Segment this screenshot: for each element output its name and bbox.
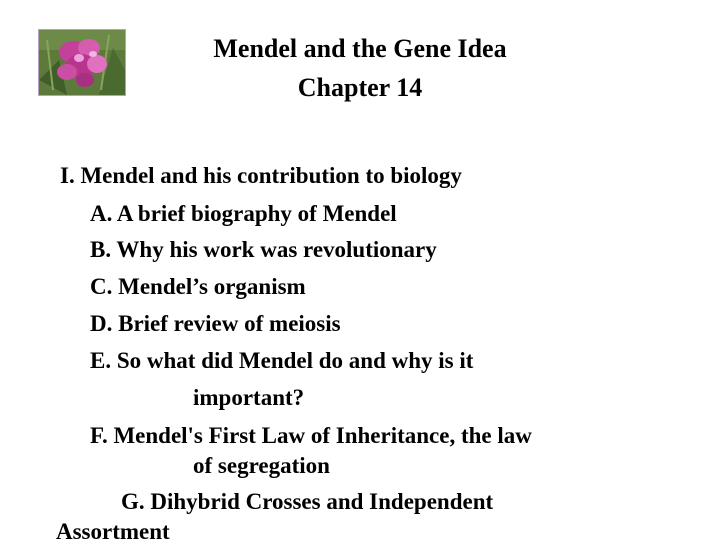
outline-item-continuation: of segregation bbox=[193, 453, 330, 478]
outline-item: B. Why his work was revolutionary bbox=[90, 237, 437, 262]
outline-item: A. A brief biography of Mendel bbox=[90, 201, 397, 226]
outline-item: D. Brief review of meiosis bbox=[90, 311, 341, 336]
chapter-subtitle: Chapter 14 bbox=[297, 73, 423, 102]
sweet-pea-flower-image bbox=[38, 29, 126, 96]
outline-main-heading: I. Mendel and his contribution to biology bbox=[60, 163, 462, 188]
outline-item: F. Mendel's First Law of Inheritance, the law bbox=[90, 423, 532, 448]
outline-item-continuation: Assortment bbox=[56, 519, 170, 544]
page-title: Mendel and the Gene Idea bbox=[213, 34, 507, 63]
outline-item: E. So what did Mendel do and why is it bbox=[90, 348, 474, 373]
outline-item: G. Dihybrid Crosses and Independent bbox=[121, 489, 494, 514]
outline-item: C. Mendel’s organism bbox=[90, 274, 306, 299]
outline-item-continuation: important? bbox=[193, 385, 305, 410]
flower-photo-graphic bbox=[39, 30, 125, 95]
